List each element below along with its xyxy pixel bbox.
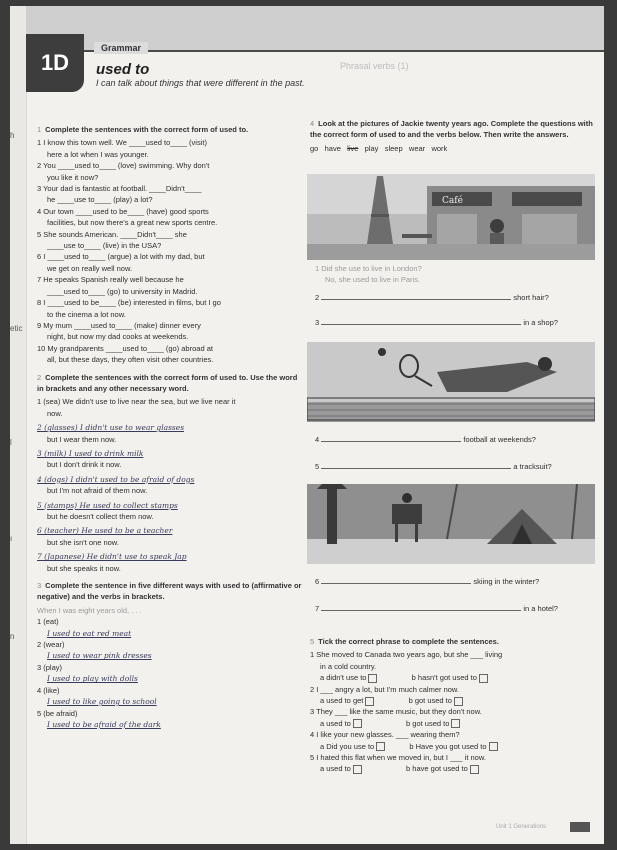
tick-box[interactable] [353,719,362,728]
tick-box[interactable] [454,697,463,706]
exercise-line: but she isn't one now. [47,537,119,547]
exercise-line: we get on really well now. [47,263,133,273]
handwritten-answer: I used to wear pink dresses [47,651,152,661]
exercise-line: here a lot when I was younger. [47,149,149,159]
exercise-item: 3 They ___ like the same music, but they don't now. [310,707,482,717]
verb: live [347,143,359,153]
margin-letter: ı [10,534,13,543]
exercise-number: 2 [37,372,42,382]
winter-illustration [307,484,595,564]
picture-paris-cafe [307,174,595,260]
handwritten-answer: 3 (milk) I used to drink milk [37,448,144,458]
tick-box[interactable] [376,742,385,751]
exercise-instruction: Complete the sentences with the correct form of used to. Use the word in brackets and any other necessary word. [37,372,298,393]
page-title: used to [96,61,150,78]
exercise-1-heading [37,124,305,135]
exercise-4-questions-a [315,263,595,329]
exercise-line: he ____use to____ (play) a lot? [47,195,153,205]
page-footer: Unit 1 Generations [496,824,547,830]
exercise-3-heading [37,580,305,603]
tick-box[interactable] [451,719,460,728]
handwritten-answer: 7 (Japanese) He didn't use to speak Jap [37,552,187,562]
verb: sleep [384,143,403,153]
workbook-page [10,6,604,844]
exercise-number: 3 [37,581,42,591]
handwritten-answer: I used to play with dolls [47,674,138,684]
exercise-line: ____used to____ (go) to university in Madrid. [47,286,198,296]
cafe-sign: Café [442,196,463,206]
exercise-line: but I don't drink it now. [47,460,122,470]
exercise-number: 1 [37,125,42,134]
exercise-prompt: 3 (play) [37,662,63,672]
unit-badge: 1D [26,34,84,92]
exercise-4-questions-b [315,432,595,473]
exercise-item: 5 I hated this flat when we moved in, but I ___ it now. [310,753,486,763]
previous-page-margin [10,6,27,844]
exercise-line: to the cinema a lot now. [47,309,126,319]
verb: go [310,143,319,153]
handwritten-answer: 6 (teacher) He used to be a teacher [37,526,173,536]
options-row: a Did you use to b Have you got used to [310,741,595,752]
exercise-instruction: Tick the correct phrase to complete the sentences. [318,637,499,646]
exercise-5 [310,636,595,775]
exercise-instruction: Complete the sentence in five different ways with used to (affirmative or negative) and the verbs in brackets. [37,581,302,602]
exercise-prompt: 1 (eat) [37,617,59,627]
section-tab: Grammar [94,42,148,54]
exercise-line: 3 Your dad is fantastic at football. ____Didn't____ [37,184,202,194]
exercise-line: but he doesn't collect them now. [47,512,154,521]
page-number-block [570,822,590,832]
handwritten-answer: I used to eat red meat [47,628,132,638]
exercise-line: but I'm not afraid of them now. [47,486,148,496]
right-column [310,118,595,154]
question: 4 football at weekends? [315,432,595,445]
exercise-4-questions-c [315,574,595,615]
exercise-line: 6 I ____used to____ (argue) a lot with my dad, but [37,252,205,262]
options-row: a used to get b got used to [310,695,595,706]
exercise-line: ____use to____ (live) in the USA? [47,241,162,251]
margin-letter: n [10,632,15,641]
verb: wear [408,143,426,153]
exercise-item: 2 I ___ angry a lot, but I'm much calmer now. [310,684,460,694]
exercise-number: 5 [310,637,315,646]
exercise-line: but I wear them now. [47,434,117,444]
tick-box[interactable] [365,697,374,706]
question: 1 Did she use to live in London? [315,264,422,273]
exercise-line: night, but now my dad cooks at weekends. [47,332,189,342]
exercise-line: 1 (sea) We didn't use to live near the sea, but we live near it [37,397,236,407]
verb: have [324,143,341,153]
picture-tennis [307,342,595,422]
handwritten-answer: 2 (glasses) I didn't use to wear glasses [37,423,185,433]
exercise-prompt: 2 (wear) [37,640,65,650]
exercise-line: now. [47,408,63,418]
exercise-number: 4 [310,119,315,128]
exercise-1-lines [37,137,305,365]
exercise-5-heading [310,636,595,647]
options-row: a used to b got used to [310,718,595,729]
exercise-line: 1 I know this town well. We ____used to____ (visit) [37,138,207,148]
exercise-line: but she speaks it now. [47,563,121,573]
exercise-item: in a cold country. [320,661,377,671]
exercise-item: 1 She moved to Canada two years ago, but she ___ living [310,650,503,660]
exercise-line: 10 My grandparents ____used to____ (go) abroad at [37,343,213,353]
exercise-line: 8 I ____used to be____ (be) interested in films, but I go [37,298,221,308]
exercise-line: 4 Our town ____used to be____ (have) good sports [37,206,209,216]
left-column [37,124,305,730]
tennis-illustration [307,342,595,422]
question: 2 short hair? [315,290,595,303]
margin-letter: h [10,131,15,140]
exercise-line: 9 My mum ____used to____ (make) dinner every [37,320,201,330]
exercise-line: 5 She sounds American. ____Didn't____ she [37,229,187,239]
picture-winter-camping [307,484,595,564]
exercise-prompt: 5 (be afraid) [37,708,78,718]
handwritten-answer: I used to be afraid of the dark [47,719,161,729]
tick-box[interactable] [353,765,362,774]
tick-box[interactable] [489,742,498,751]
verb: work [431,143,448,153]
exercise-line: you like it now? [47,172,99,182]
exercise-line: all, but these days, they often visit other countries. [47,355,214,365]
tick-box[interactable] [368,674,377,683]
exercise-2-lines [37,396,305,574]
exercise-line: facilities, but now there's a great new sports centre. [47,218,218,228]
page-subtitle: I can talk about things that were different in the past. [96,78,305,88]
answer: No, she used to live in Paris. [325,275,421,285]
verb-box [310,143,595,154]
handwritten-answer: I used to like going to school [47,697,157,707]
handwritten-answer: 4 (dogs) I didn't used to be afraid of dogs [37,474,195,484]
margin-letter: l [10,438,12,447]
exercise-prompt: 4 (like) [37,685,60,695]
exercise-2-heading [37,372,305,395]
show-through-heading: Phrasal verbs (1) [340,61,409,71]
exercise-3-items [37,616,305,730]
options-row: a didn't use to b hasn't got used to [310,672,595,683]
tick-box[interactable] [470,765,479,774]
question: 6 skiing in the winter? [315,574,595,587]
exercise-instruction: Look at the pictures of Jackie twenty years ago. Complete the questions with the correct form of used to and the verbs below. Then write the answers. [310,119,593,140]
options-row: a used to b have got used to [310,763,595,774]
exercise-instruction: Complete the sentences with the correct form of used to. [45,125,249,134]
paris-cafe-illustration [307,174,595,260]
exercise-line: 7 He speaks Spanish really well because he [37,275,184,285]
handwritten-answer: 5 (stamps) He used to collect stamps [37,500,178,510]
question: 3 in a shop? [315,315,595,328]
example-line: When I was eight years old, . . . [37,605,142,615]
question: 5 a tracksuit? [315,459,595,472]
exercise-4-heading [310,118,595,141]
question: 7 in a hotel? [315,601,595,614]
verb: play [364,143,379,153]
tick-box[interactable] [479,674,488,683]
exercise-line: 2 You ____used to____ (love) swimming. Why don't [37,161,210,171]
margin-letter: etic [10,324,23,333]
exercise-item: 4 I like your new glasses. ___ wearing them? [310,730,460,740]
